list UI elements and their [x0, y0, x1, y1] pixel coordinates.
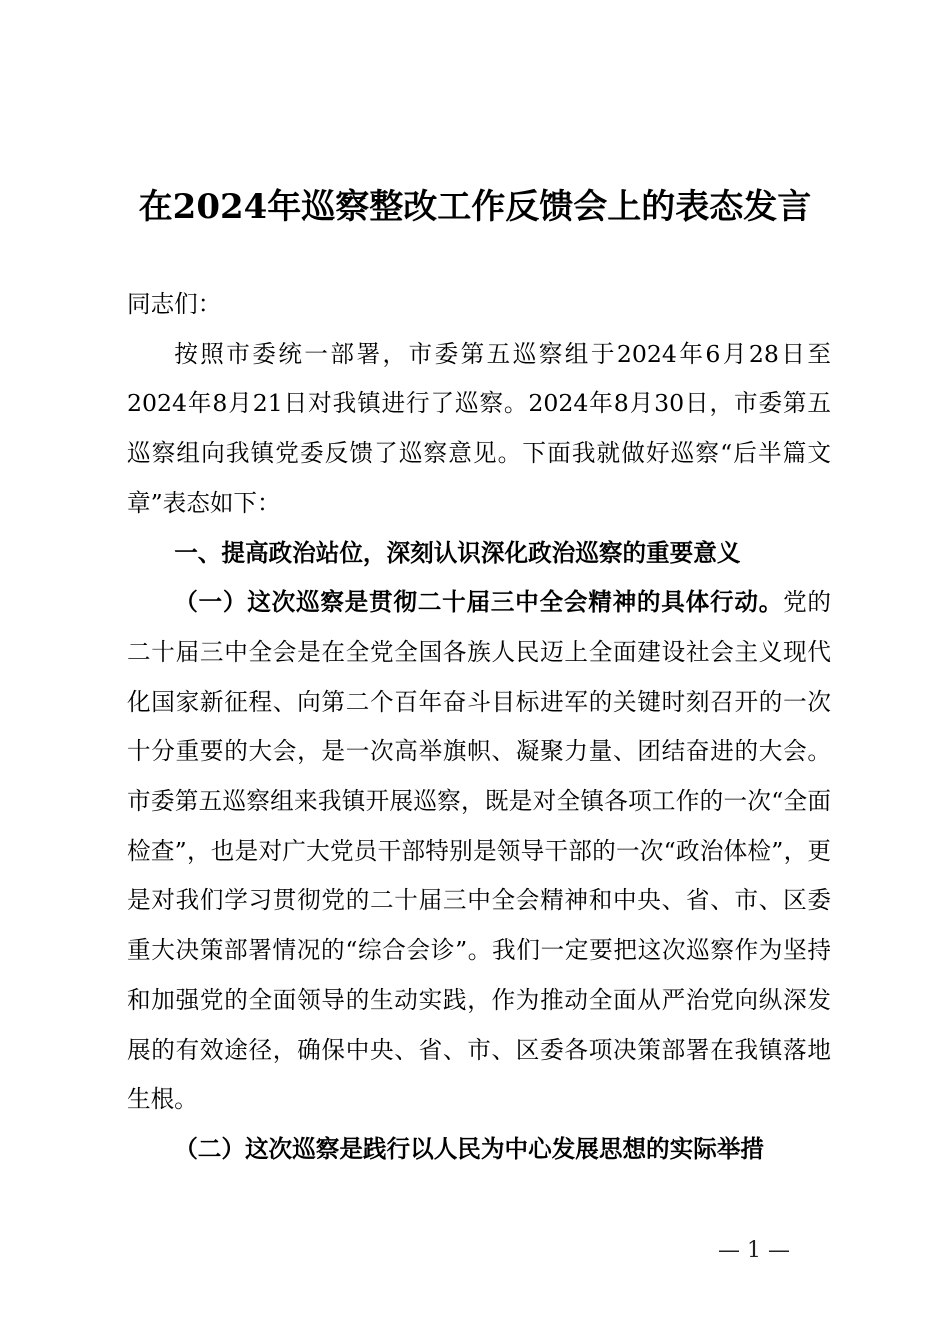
document-body [127, 280, 831, 1175]
section-1-1-text: 党的二十届三中全会是在全党全国各族人民迈上全面建设社会主义现代化国家新征程、向第二个百年奋斗目标进军的关键时刻召开的一次十分重要的大会，是一次高举旗帜、凝聚力量、团结奋进的大会。市委第五巡察组来我镇开展巡察，既是对全镇各项工作的一次“全面检查”，也是对广大党员干部特别是领导干部的一次“政治体检”，更是对我们学习贯彻党的二十届三中全会精神和中央、省、市、区委重大决策部署情况的“综合会诊”。我们一定要把这次巡察作为坚持和加强党的全面领导的生动实践，作为推动全面从严治党向纵深发展的有效途径，确保中央、省、市、区委各项决策部署在我镇落地生根。 [127, 588, 832, 1114]
document-title: 在2024年巡察整改工作反馈会上的表态发言 [138, 187, 812, 227]
section-1-heading: 一、提高政治站位，深刻认识深化政治巡察的重要意义 [174, 538, 741, 567]
page-number: — 1 — [718, 1238, 790, 1263]
salutation: 同志们： [127, 290, 222, 318]
intro-paragraph: 按照市委统一部署，市委第五巡察组于2024年6月28日至2024年8月21日对我镇进行了巡察。2024年8月30日，市委第五巡察组向我镇党委反馈了巡察意见。下面我就做好巡察“后半篇文章”表态如下： [127, 339, 831, 517]
section-1-2-heading: （二）这次巡察是践行以人民为中心发展思想的实际举措 [174, 1134, 765, 1163]
section-1-1-paragraph [127, 578, 831, 1125]
section-1-1-heading: （一）这次巡察是贯彻二十届三中全会精神的具体行动。 [174, 588, 784, 617]
